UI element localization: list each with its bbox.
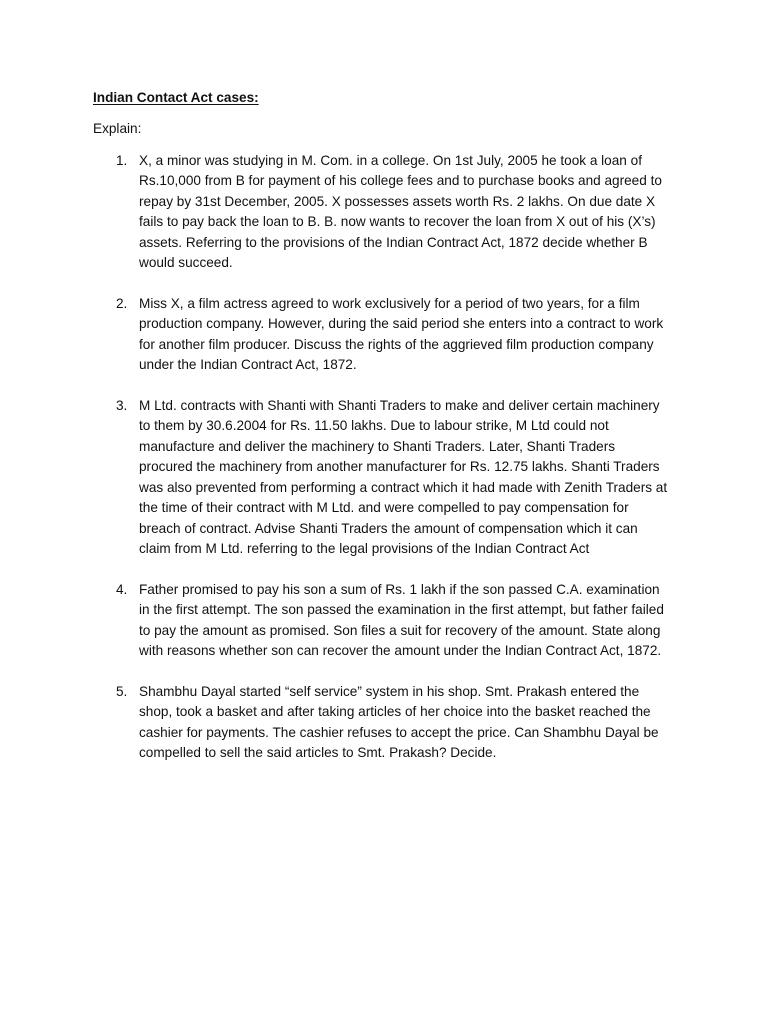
case-item — [0, 682, 768, 764]
case-list — [0, 151, 768, 784]
document-subtitle: Explain: — [93, 121, 142, 136]
case-number: 2. — [116, 295, 128, 311]
case-item — [0, 580, 768, 662]
case-text: Father promised to pay his son a sum of Rs. 1 lakh if the son passed C.A. examination in the first attempt. The son passed the examination in the first attempt, but father failed to pay the amount as promised. Son files a suit for recovery of the amount. State along with reasons whether son can recover the amount under the Indian Contract Act, 1872. — [139, 581, 664, 659]
document-title: Indian Contact Act cases: — [93, 90, 259, 105]
case-item — [0, 151, 768, 273]
case-text: M Ltd. contracts with Shanti with Shanti Traders to make and deliver certain machinery to them by 30.6.2004 for Rs. 11.50 lakhs. Due to labour strike, M Ltd could not manufacture and deliver the machinery to Shanti Traders. Later, Shanti Traders procured the machinery from another manufacturer for Rs. 12.75 lakhs. Shanti Traders was also prevented from performing a contract which it had made with Zenith Traders at the time of their contract with M Ltd. and were compelled to pay compensation for breach of contract. Advise Shanti Traders the amount of compensation which it can claim from M Ltd. referring to the legal provisions of the Indian Contract Act — [139, 398, 668, 556]
case-number: 5. — [116, 683, 128, 699]
case-number: 3. — [116, 398, 128, 414]
case-text: Miss X, a film actress agreed to work exclusively for a period of two years, for a film production company. However, during the said period she enters into a contract to work for another film producer. Discuss the rights of the aggrieved film production company under the Indian Contract Act, 1872. — [139, 295, 664, 373]
case-text: X, a minor was studying in M. Com. in a college. On 1st July, 2005 he took a loan of Rs.10,000 from B for payment of his college fees and to purchase books and agreed to repay by 31st December, 2005. X possesses assets worth Rs. 2 lakhs. On due date X fails to pay back the loan to B. B. now wants to recover the loan from X out of his (X’s) assets. Referring to the provisions of the Indian Contract Act, 1872 decide whether B would succeed. — [139, 153, 662, 271]
case-item — [0, 294, 768, 376]
case-text: Shambhu Dayal started “self service” system in his shop. Smt. Prakash entered the shop, took a basket and after taking articles of her choice into the basket reached the cashier for payments. The cashier refuses to accept the price. Can Shambhu Dayal be compelled to sell the said articles to Smt. Prakash? Decide. — [139, 683, 659, 761]
case-number: 1. — [116, 153, 128, 168]
case-number: 4. — [116, 581, 128, 597]
case-item — [0, 396, 768, 559]
